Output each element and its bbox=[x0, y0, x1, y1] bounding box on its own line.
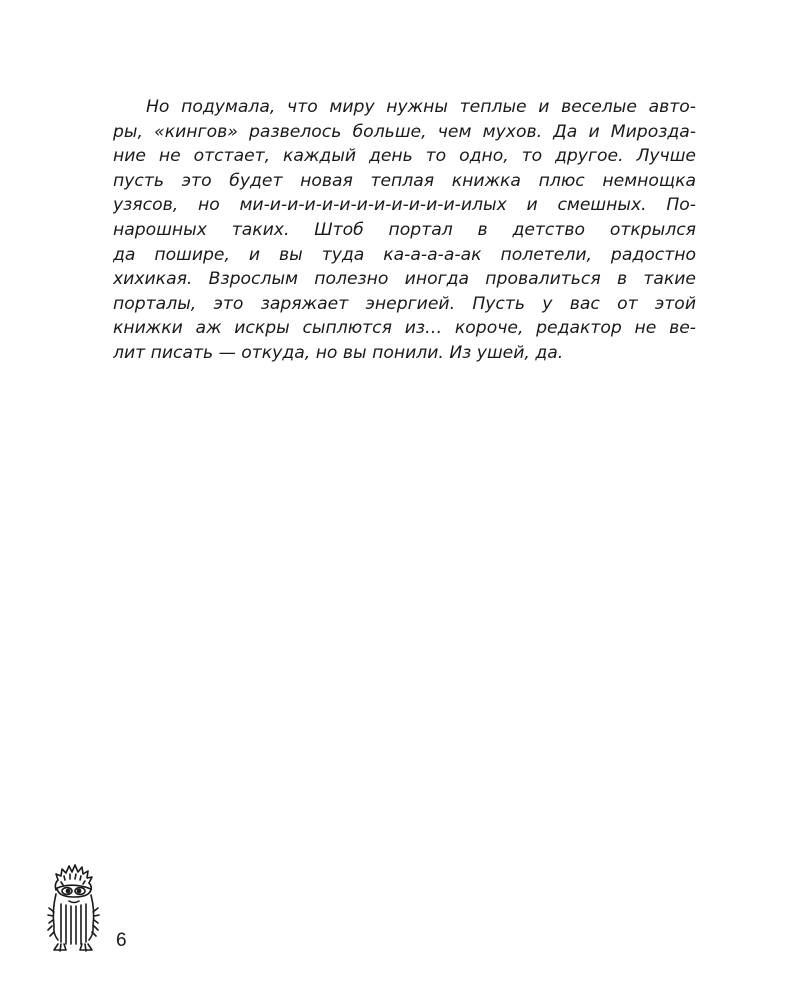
body-paragraph bbox=[113, 95, 696, 366]
text-line: да пошире, и вы туда ка-а-а-а-ак полетели, радостно bbox=[113, 244, 696, 265]
page-number: 6 bbox=[116, 930, 127, 951]
fuzzy-creature-icon bbox=[44, 860, 102, 955]
text-line: хихикая. Взрослым полезно иногда провалиться в такие bbox=[113, 269, 696, 290]
text-line: Но подумала, что миру нужны теплые и веселые авто- bbox=[146, 97, 696, 117]
text-line: ры, «кингов» развелось больше, чем мухов. Да и Мирозда- bbox=[113, 121, 696, 142]
text-line: ние не отстает, каждый день то одно, то другое. Лучше bbox=[113, 146, 696, 167]
text-line: пусть это будет новая теплая книжка плюс немнощка bbox=[113, 170, 696, 191]
text-line: книжки аж искры сыплются из… короче, редактор не ве- bbox=[113, 318, 696, 339]
text-line: порталы, это заряжает энергией. Пусть у вас от этой bbox=[113, 293, 696, 314]
text-line: лит писать — откуда, но вы понили. Из ушей, да. bbox=[113, 342, 564, 363]
text-line: нарошных таких. Штоб портал в детство открылся bbox=[113, 219, 696, 240]
text-line: узясов, но ми-и-и-и-и-и-и-и-и-и-и-и-илых и смешных. По- bbox=[113, 195, 696, 216]
